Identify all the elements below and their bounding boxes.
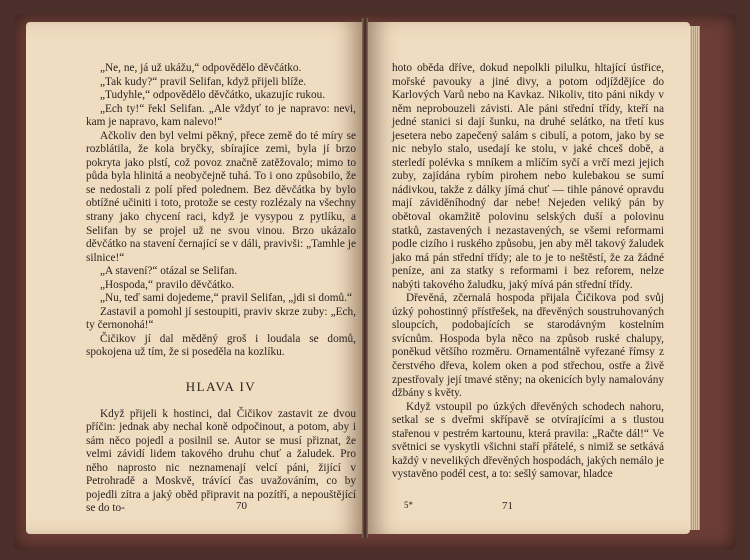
paragraph: Čičikov jí dal měděný groš i loudala se domů, spokojena už tím, že si poseděla na kozlíku. [86, 332, 356, 359]
left-page-paragraphs-before [86, 62, 356, 360]
paragraph: „Ech ty!“ řekl Selifan. „Ale vždyť to je napravo: nevi, kam je napravo, kam nalevo!“ [86, 102, 356, 129]
left-page-number: 70 [236, 500, 247, 512]
paragraph: Když vstoupil po úzkých dřevěných schodech nahoru, setkal se s dveřmi skřípavě se otvírajícími a s tlustou stařenou v pestrém kartounu, která pravila: „Račte dál!“ Ve světnici se vyskytli všichni staří přátelé, s nimiž se setkává každý v nevelikých dřevěných hospodách, jakých nemálo je vystavěno podél cest, a to: sešlý samovar, hladce [392, 400, 664, 481]
paragraph: Dřevěná, zčernalá hospoda přijala Čičikova pod svůj úzký pohostinný přístřešek, na dřevěných soustruhovaných sloupcích, podobajících se starodávným kostelním svícnům. Hospoda byla něco na způsob ruské chalupy, poněkud většího rozměru. Ornamentálně vyřezané římsy z čerstvého dřeva, kolem oken a pod střechou, ostře a živě zpestřovaly její tmavé stěny; na okenicích byly namalovány džbány s květy. [392, 292, 664, 400]
right-page [368, 22, 690, 534]
signature-mark: 5* [404, 500, 413, 510]
paragraph: „Tudyhle,“ odpovědělo děvčátko, ukazujíc rukou. [100, 89, 326, 102]
paragraph: hoto oběda dříve, dokud nepolkli pilulku, hltající ústřice, mořské pavouky a jiné divy, a potom odjíždějíce do Karlových Varů nebo na Kavkaz. Nikoliv, tito páni nikdy v něm neprobouzeli závisti. Ale páni střední třídy, kteří na jedné stanici si dají šunku, na druhé selátko, na třetí kus jesetera nebo zapečený salám s cibulí, a potom, jako by se nic nebylo stalo, usedají ke stolu, v jaké chceš době, a sterledí polévka s mníkem a mlíčím syčí a vrčí mezi jejich zuby, zajídána rybím pirohem nebo kulebakou se sumí nádivkou, takže z dálky jímá chuť — tihle pánové opravdu mají záviděníhodný dar nebe! Nejeden veliký pán by obětoval okamžitě polovinu selských duší a polovinu statků, zastavených i nezastavených, se všemi reformami podle cizího i ruského způsobu, jen aby měl takový žaludek jako má pán střední třídy; ale to je to neštěstí, že za žádné peníze, ani za statky s reformami i bez reforem, nelze nabýti takového žaludku, jaký mívá pán střední třídy. [392, 62, 664, 291]
paragraph: Ačkoliv den byl velmi pěkný, přece země do té míry se rozblátila, že kola bryčky, sbírajíce zemi, byla jí brzo pokryta jako plstí, což povoz značně zatěžovalo; mimo to půda byla hlinitá a neobyčejně tuhá. To i ono způsobilo, že se nedostali z polí před polednem. Bez děvčátka by bylo obtížné učiniti i toto, protože se cesty rozlézaly na všechny strany jako chycení raci, když je vysypou z pytlíku, a Selifan by se projel už ne svou vinou. Brzo ukázalo děvčátko na stavení černající se v dáli, pravivši: „Tamhle je silnice!“ [86, 129, 356, 264]
chapter-heading: HLAVA IV [185, 379, 257, 395]
paragraph: „Hospoda,“ pravilo děvčátko. [100, 278, 235, 291]
paragraph: Když přijeli k hostinci, dal Čičikov zastavit ze dvou příčin: jednak aby nechal koně odpočinout, a potom, aby i sám něco pojedl a posilnil se. Autor se musí přiznat, že velmi závidí lidem takového druhu chuť a žaludek. Pro něho naprosto nic neznamenají velcí páni, žijící v Petrohradě a Moskvě, trávící čas uvažováním, co by pojedli zítra a jaký oběd připravit na pozítří, a nepouštějící se do to- [86, 407, 356, 515]
paragraph: „A stavení?“ otázal se Selifan. [100, 265, 238, 278]
right-page-number: 71 [502, 500, 513, 512]
paragraph: „Tak kudy?“ pravil Selifan, když přijeli blíže. [100, 75, 307, 88]
left-page-paragraphs-after [86, 408, 356, 516]
left-page [26, 22, 362, 534]
paragraph: „Ne, ne, já už ukážu,“ odpovědělo děvčátko. [100, 62, 302, 74]
left-page-text [86, 62, 356, 516]
paragraph: Zastavil a pomohl jí sestoupiti, praviv skrze zuby: „Ech, ty černonohá!“ [86, 305, 356, 332]
paragraph: „Nu, teď sami dojedeme,“ pravil Selifan, „jdi si domů.“ [100, 292, 353, 305]
page-edges [690, 26, 700, 530]
right-page-text [392, 62, 664, 482]
